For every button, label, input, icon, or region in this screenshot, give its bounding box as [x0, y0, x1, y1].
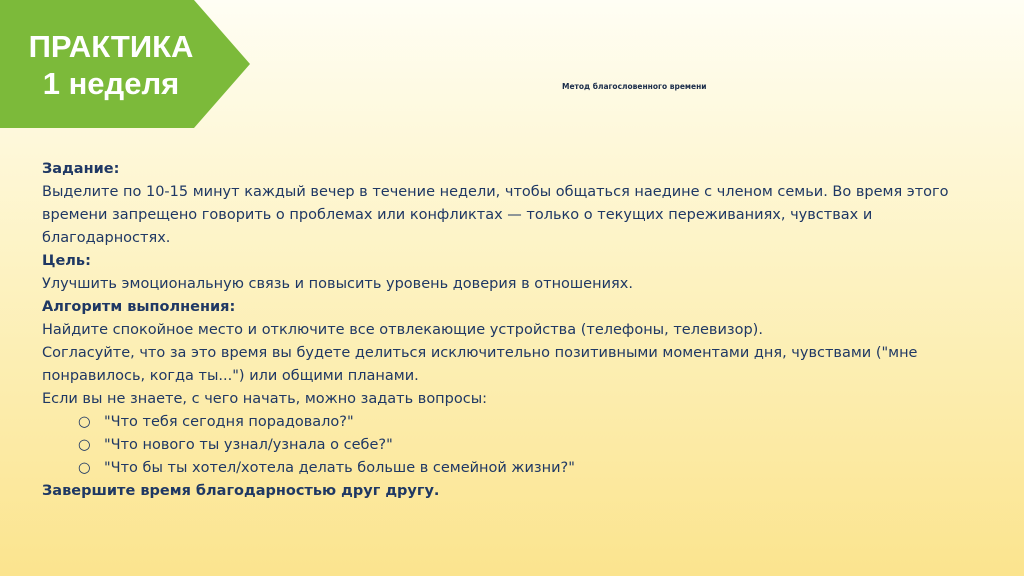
algorithm-heading: Алгоритм выполнения: [42, 299, 236, 315]
algorithm-step: Согласуйте, что за это время вы будете делиться исключительно позитивными моментами дня, чувствами ("мне понравилось, когда ты...") или общими планами. [42, 345, 918, 384]
list-item [42, 457, 1002, 480]
questions-list [42, 411, 1002, 480]
list-item [42, 434, 1002, 457]
circle-bullet-icon: ○ [78, 437, 91, 453]
circle-bullet-icon: ○ [78, 460, 91, 476]
algorithm-step: Найдите спокойное место и отключите все отвлекающие устройства (телефоны, телевизор). [42, 322, 763, 338]
circle-bullet-icon: ○ [78, 414, 91, 430]
algorithm-step: Если вы не знаете, с чего начать, можно задать вопросы: [42, 391, 488, 407]
question-text: "Что тебя сегодня порадовало?" [104, 414, 354, 430]
question-text: "Что нового ты узнал/узнала о себе?" [104, 437, 393, 453]
list-item [42, 411, 1002, 434]
content-body [42, 158, 1002, 503]
question-text: "Что бы ты хотел/хотела делать больше в семейной жизни?" [104, 460, 575, 476]
title-badge-text [0, 28, 222, 102]
task-text: Выделите по 10-15 минут каждый вечер в течение недели, чтобы общаться наедине с членом семьи. Во время этого времени запрещено говорить о проблемах или конфликтах — только о текущих переживаниях, чувствах и благодарностях. [42, 184, 949, 246]
badge-title: ПРАКТИКА [28, 29, 194, 64]
slide-subtitle: Метод благословенного времени [562, 82, 707, 91]
badge-week: 1 неделя [42, 66, 180, 101]
task-heading: Задание: [42, 161, 120, 177]
goal-text: Улучшить эмоциональную связь и повысить уровень доверия в отношениях. [42, 276, 633, 292]
goal-heading: Цель: [42, 253, 91, 269]
final-instruction: Завершите время благодарностью друг другу. [42, 483, 440, 499]
